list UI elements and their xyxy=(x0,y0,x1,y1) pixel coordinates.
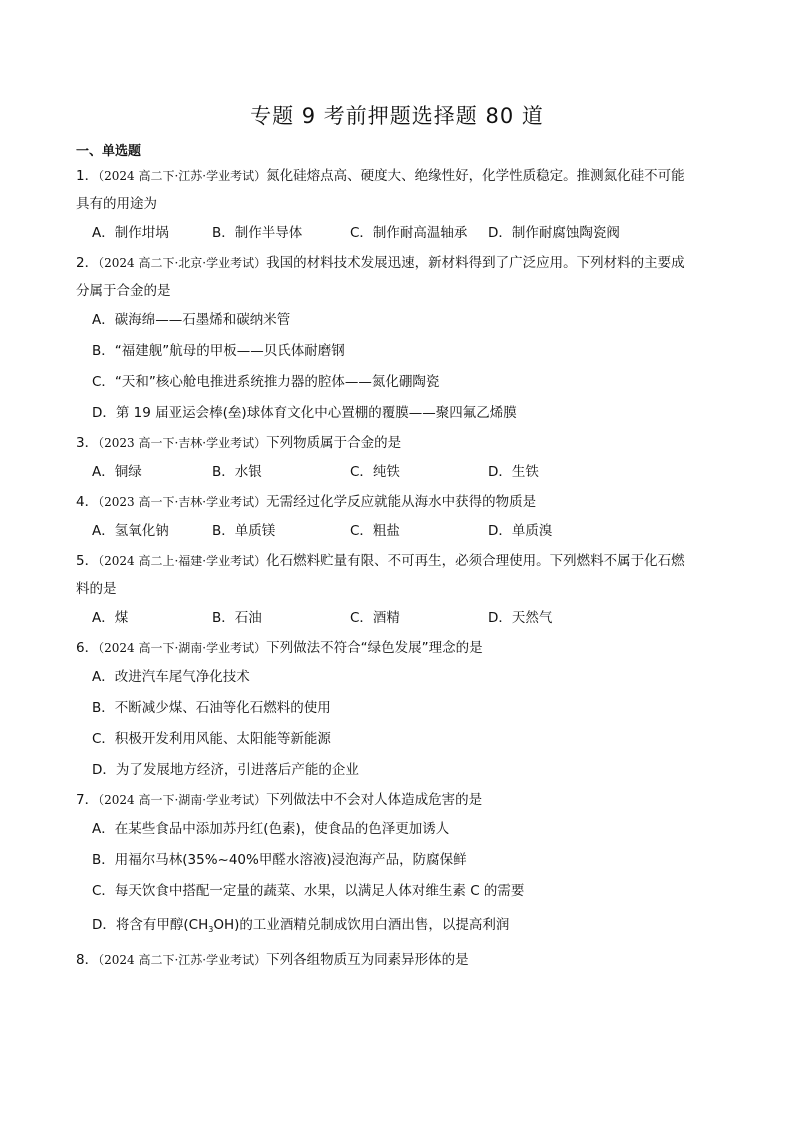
question-6 xyxy=(76,634,726,786)
question-number: 6． xyxy=(76,640,99,656)
question-number: 1． xyxy=(76,168,99,184)
question-number: 8． xyxy=(76,952,99,968)
option-a[interactable]: A．氢氧化钠 xyxy=(92,523,169,539)
options-column xyxy=(76,662,726,786)
option-a[interactable]: A．改进汽车尾气净化技术 xyxy=(92,669,250,685)
option-d-text-pre: D．将含有甲醇(CH xyxy=(92,917,209,933)
question-2 xyxy=(76,249,726,429)
question-list xyxy=(76,162,726,974)
question-8 xyxy=(76,946,726,974)
question-text: 下列做法不符合“绿色发展”理念的是 xyxy=(266,640,483,656)
option-b[interactable]: B．不断减少煤、石油等化石燃料的使用 xyxy=(92,700,331,716)
options-row xyxy=(76,516,726,547)
option-d[interactable]: D．第 19 届亚运会棒(垒)球体育文化中心置棚的覆膜——聚四氟乙烯膜 xyxy=(92,405,517,421)
option-c[interactable]: C．粗盐 xyxy=(350,523,400,539)
question-text: 我国的材料技术发展迅速，新材料得到了广泛应用。下列材料的主要成 xyxy=(266,255,685,271)
option-b[interactable]: B．用福尔马林(35%~40%甲醛水溶液)浸泡海产品，防腐保鲜 xyxy=(92,852,467,868)
question-1 xyxy=(76,162,726,249)
option-b[interactable]: B．石油 xyxy=(212,610,262,626)
option-a[interactable]: A．在某些食品中添加苏丹红(色素)，使食品的色泽更加诱人 xyxy=(92,821,450,837)
option-b[interactable]: B．水银 xyxy=(212,464,262,480)
question-source: （2024 高二下·江苏·学业考试） xyxy=(98,169,267,183)
question-3 xyxy=(76,429,726,488)
option-b[interactable]: B．“福建舰”航母的甲板——贝氏体耐磨钢 xyxy=(92,343,345,359)
question-stem xyxy=(76,429,726,457)
question-source: （2024 高一下·湖南·学业考试） xyxy=(98,641,267,655)
page-title: 专题 9 考前押题选择题 80 道 xyxy=(250,104,544,128)
option-d-subscript: 3 xyxy=(208,925,214,934)
question-stem xyxy=(76,786,726,814)
option-c[interactable]: C．制作耐高温轴承 xyxy=(350,225,468,241)
option-b[interactable]: B．单质镁 xyxy=(212,523,276,539)
question-stem xyxy=(76,547,726,575)
question-text: 下列做法中不会对人体造成危害的是 xyxy=(266,792,483,808)
option-c[interactable]: C．积极开发利用风能、太阳能等新能源 xyxy=(92,731,331,747)
question-source: （2023 高一下·吉林·学业考试） xyxy=(98,495,267,509)
question-number: 2． xyxy=(76,255,99,271)
question-text: 下列各组物质互为同素异形体的是 xyxy=(266,952,469,968)
option-a[interactable]: A．碳海绵——石墨烯和碳纳米管 xyxy=(92,312,291,328)
option-d-text-post: OH)的工业酒精兑制成饮用白酒出售，以提高利润 xyxy=(213,917,510,933)
option-d[interactable]: D．单质溴 xyxy=(488,523,553,539)
question-text: 化石燃料贮量有限、不可再生，必须合理使用。下列燃料不属于化石燃 xyxy=(266,553,685,569)
option-d[interactable]: D．生铁 xyxy=(488,464,539,480)
question-text: 无需经过化学反应就能从海水中获得的物质是 xyxy=(266,494,537,510)
option-d[interactable] xyxy=(76,907,726,943)
question-4 xyxy=(76,488,726,547)
question-text-cont: 料的是 xyxy=(76,581,117,597)
question-7 xyxy=(76,786,726,943)
option-c[interactable]: C．酒精 xyxy=(350,610,400,626)
question-number: 5． xyxy=(76,553,99,569)
options-column xyxy=(76,814,726,943)
options-row xyxy=(76,603,726,634)
question-stem xyxy=(76,634,726,662)
option-a[interactable]: A．铜绿 xyxy=(92,464,142,480)
option-c[interactable]: C．每天饮食中搭配一定量的蔬菜、水果，以满足人体对维生素 C 的需要 xyxy=(92,883,525,899)
question-text: 氮化硅熔点高、硬度大、绝缘性好，化学性质稳定。推测氮化硅不可能 xyxy=(266,168,685,184)
question-5 xyxy=(76,547,726,634)
question-stem xyxy=(76,249,726,277)
question-source: （2024 高二下·江苏·学业考试） xyxy=(98,953,267,967)
question-source: （2024 高二下·北京·学业考试） xyxy=(98,256,267,270)
question-number: 3． xyxy=(76,435,99,451)
option-c[interactable]: C．纯铁 xyxy=(350,464,400,480)
option-d[interactable]: D．为了发展地方经济，引进落后产能的企业 xyxy=(92,762,359,778)
question-stem xyxy=(76,162,726,190)
option-c[interactable]: C．“天和”核心舱电推进系统推力器的腔体——氮化硼陶瓷 xyxy=(92,374,440,390)
question-text-cont: 分属于合金的是 xyxy=(76,283,171,299)
question-source: （2023 高一下·吉林·学业考试） xyxy=(98,436,267,450)
section-heading: 一、单选题 xyxy=(76,144,142,159)
question-source: （2024 高一下·湖南·学业考试） xyxy=(98,793,267,807)
question-text: 下列物质属于合金的是 xyxy=(266,435,402,451)
options-row xyxy=(76,218,726,249)
question-number: 7． xyxy=(76,792,99,808)
question-source: （2024 高二上·福建·学业考试） xyxy=(98,554,267,568)
option-a[interactable]: A．制作坩埚 xyxy=(92,225,169,241)
options-column xyxy=(76,305,726,429)
option-a[interactable]: A．煤 xyxy=(92,610,129,626)
option-d[interactable]: D．天然气 xyxy=(488,610,553,626)
option-b[interactable]: B．制作半导体 xyxy=(212,225,303,241)
options-row xyxy=(76,457,726,488)
question-text-cont: 具有的用途为 xyxy=(76,196,157,212)
question-number: 4． xyxy=(76,494,99,510)
question-stem xyxy=(76,488,726,516)
option-d[interactable]: D．制作耐腐蚀陶瓷阀 xyxy=(488,225,620,241)
question-stem xyxy=(76,946,726,974)
